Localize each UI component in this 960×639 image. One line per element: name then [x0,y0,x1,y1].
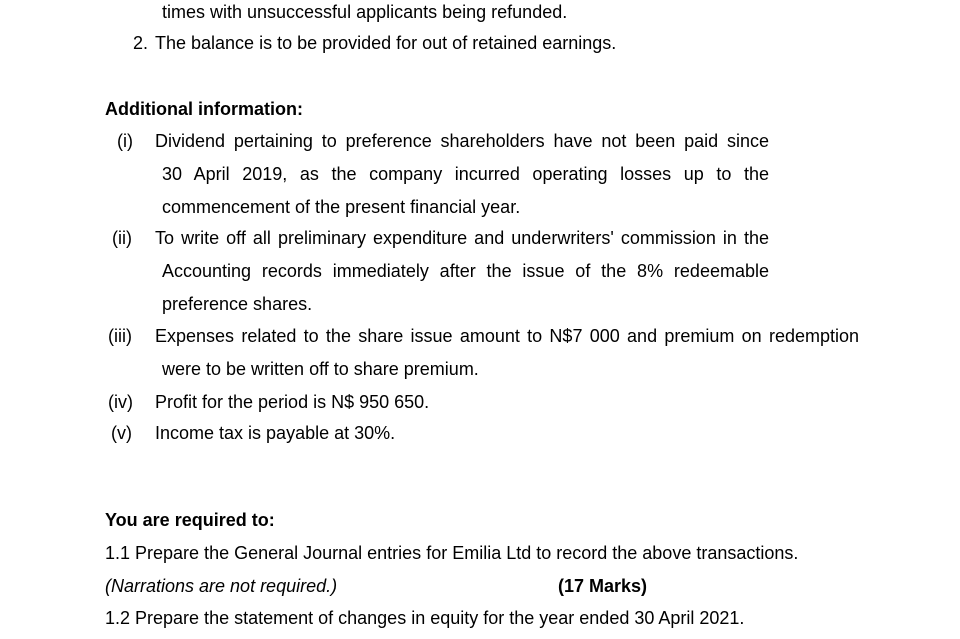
info-item-label: (iii) [108,326,132,346]
info-item-label: (iv) [108,392,133,412]
info-item-line: 30 April 2019, as the company incurred operating losses up to the [162,164,769,184]
info-item-line: preference shares. [162,294,313,314]
question-1-2: 1.2 Prepare the statement of changes in equity for the year ended 30 April 2021. [105,608,745,628]
info-item-line: Expenses related to the share issue amount to N$7 000 and premium on redemption [155,326,859,346]
question-1-1-note: (Narrations are not required.) [105,576,338,596]
info-item-line: Accounting records immediately after the issue of the 8% redeemable [162,261,769,281]
question-1-1-marks: (17 Marks) [558,576,648,596]
info-item-line: Profit for the period is N$ 950 650. [155,392,430,412]
info-item-label: (i) [117,131,133,151]
previous-item-continuation: times with unsuccessful applicants being refunded. [162,2,568,22]
info-item-label: (ii) [112,228,132,248]
info-item-label: (v) [111,423,132,443]
info-item-line: Income tax is payable at 30%. [155,423,396,443]
info-item-line: commencement of the present financial year. [162,197,521,217]
info-item-line: were to be written off to share premium. [162,359,479,379]
list-item-text: The balance is to be provided for out of retained earnings. [155,33,617,53]
required-heading: You are required to: [105,510,275,530]
info-item-line: Dividend pertaining to preference shareholders have not been paid since [155,131,769,151]
question-1-1: 1.1 Prepare the General Journal entries for Emilia Ltd to record the above transactions. [105,543,799,563]
list-item-number: 2. [133,33,149,53]
additional-info-heading: Additional information: [105,99,303,119]
info-item-line: To write off all preliminary expenditure and underwriters' commission in the [155,228,769,248]
